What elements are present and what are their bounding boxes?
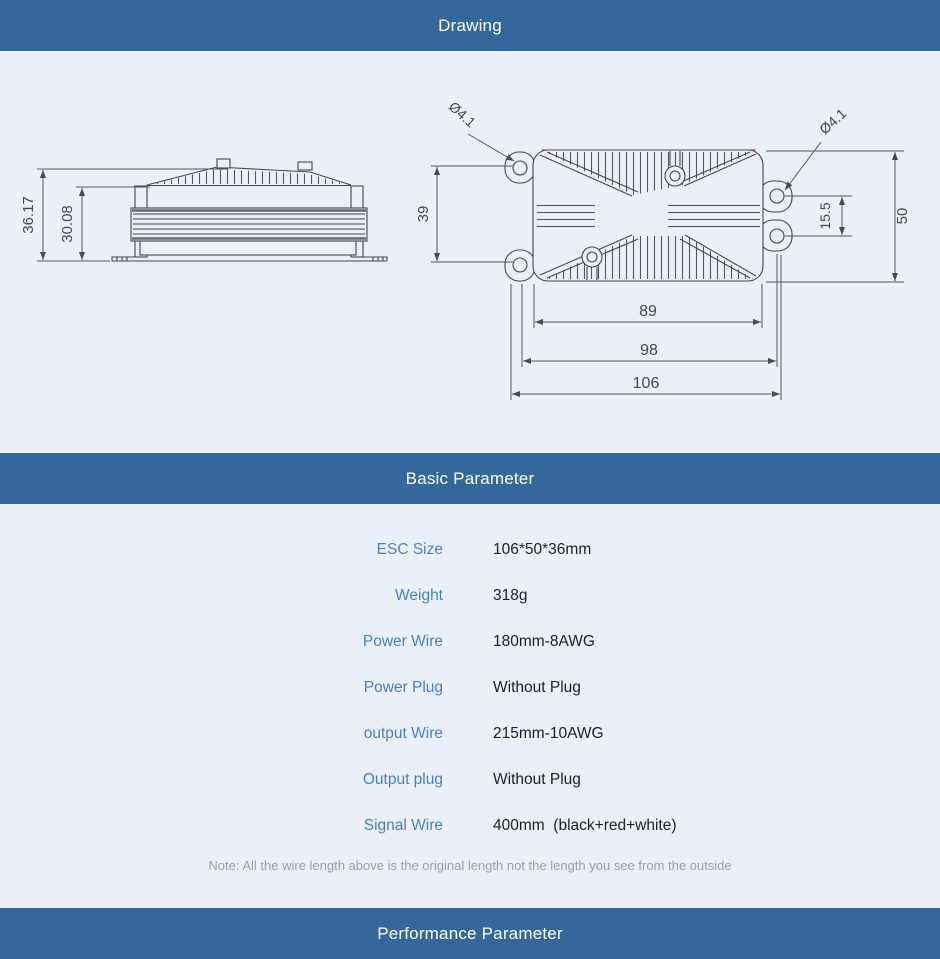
param-value: 318g [493,587,528,604]
wire-length-note: Note: All the wire length above is the original length not the length you see from the outside [208,858,732,873]
param-label: Weight [395,587,443,604]
param-value: 400mm (black+red+white) [493,817,677,834]
param-row-power-wire [0,619,940,665]
dim-right-hole-spacing: 15.5 [817,202,833,230]
param-label: output Wire [363,725,443,742]
param-value: 215mm-10AWG [493,725,604,742]
basic-parameter-table [0,504,940,849]
basic-parameter-title: Basic Parameter [405,468,535,488]
param-row-signal-wire [0,803,940,849]
dim-total-height: 36.17 [20,196,37,234]
param-label: Power Wire [362,633,443,650]
param-label: Power Plug [363,679,443,696]
dim-total-length: 106 [632,375,660,392]
param-value: 180mm-8AWG [493,633,595,650]
drawing-section-banner [0,0,940,51]
param-row-power-plug [0,665,940,711]
param-label: ESC Size [376,541,443,558]
drawing-section-title: Drawing [438,15,502,35]
param-row-esc-size [0,527,940,573]
param-value: 106*50*36mm [493,541,592,558]
technical-drawing-area [0,51,940,453]
performance-parameter-title: Performance Parameter [377,923,563,943]
dim-left-hole-spacing: 39 [415,205,432,223]
param-row-weight [0,573,940,619]
param-label: Signal Wire [363,817,443,834]
param-value: Without Plug [493,771,581,788]
dim-body-height: 30.08 [59,205,76,243]
param-value: Without Plug [493,679,581,696]
performance-parameter-banner [0,908,940,959]
dim-hole-length: 98 [640,342,658,359]
param-label: Output plug [362,771,443,788]
param-row-output-wire [0,711,940,757]
dim-width: 50 [894,207,911,225]
top-view-drawing [505,150,792,281]
basic-parameter-banner [0,453,940,504]
side-view-drawing [112,159,387,261]
dim-body-length: 89 [639,303,657,320]
param-row-output-plug [0,757,940,803]
hole-diameter-label-right: Ø4.1 [816,105,850,138]
hole-diameter-label-left: Ø4.1 [445,98,479,131]
technical-drawing-canvas [0,51,940,453]
